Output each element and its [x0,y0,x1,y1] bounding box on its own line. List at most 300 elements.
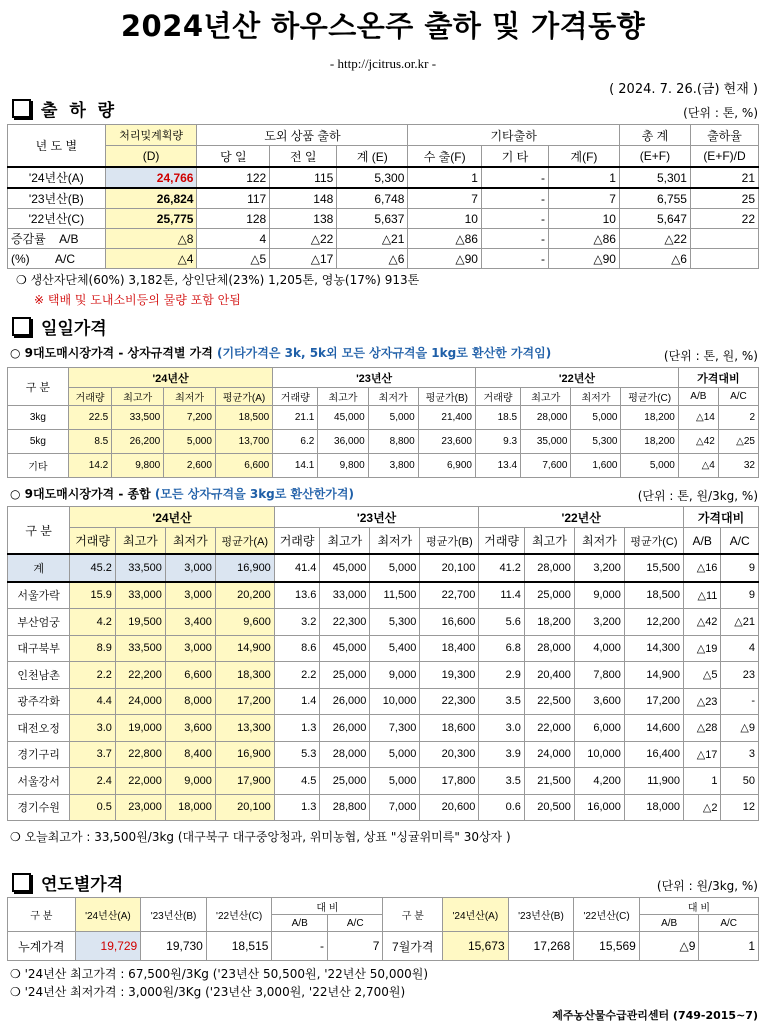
cell-avg: 13,700 [215,430,272,454]
cell-ratio: 25 [690,188,758,209]
header-other: 기타출하 [408,125,620,146]
cell-min: 5,400 [370,635,420,662]
header-plan: 처리및계획량 [105,125,197,146]
cell-max: 28,000 [320,741,370,768]
cell-today: 122 [197,167,270,188]
cell-min: 18,000 [165,794,215,821]
header-vol: 거래량 [274,528,320,555]
cell-avg: 14,900 [215,635,274,662]
cell-min: 3,000 [165,582,215,609]
cell-vol: 13.6 [274,582,320,609]
cell-vol: 3.2 [274,609,320,636]
cell-min: 3,600 [165,715,215,742]
cell-avg: 18,500 [215,406,272,430]
cell-avg: 5,000 [621,454,678,478]
cell-max: 9,800 [318,454,368,478]
cell-avg: 18,200 [621,430,678,454]
cell-max: 33,500 [112,406,164,430]
cell-total: 5,301 [619,167,690,188]
cell-avg: 17,900 [215,768,274,795]
cell-max: 19,000 [115,715,165,742]
row-label: 서울강서 [8,768,70,795]
cell-avg: 17,200 [215,688,274,715]
overall-price-table [7,506,759,821]
header-ab: A/B [678,388,718,406]
header-max: 최고가 [524,528,574,555]
row-label: 기타 [8,454,69,478]
cell-avg: 11,900 [624,768,683,795]
cell-avg: 17,200 [624,688,683,715]
header-ab: A/B [639,915,699,932]
header-y22: '22년산 [476,368,679,388]
header-ab: A/B [272,915,328,932]
header-y23: '23년산(B) [141,898,207,932]
table-row [8,188,759,209]
cell-max: 28,800 [320,794,370,821]
site-url[interactable]: - http://jcitrus.or.kr - [329,56,437,71]
cell-avg: 19,300 [420,662,479,689]
cell-min: 5,300 [571,430,621,454]
cell-min: 8,000 [165,688,215,715]
row-label: 3kg [8,406,69,430]
cell-max: 45,000 [320,635,370,662]
cell-sum-e: 6,748 [337,188,408,209]
cell-avg: 18,000 [624,794,683,821]
cell-min: 4,200 [574,768,624,795]
cell-ac: 4 [721,635,759,662]
cell-ac: 7 [327,932,383,961]
header-ac: A/C [327,915,383,932]
cell-vol: 3.0 [70,715,116,742]
cell-ratio [690,229,758,249]
cell-plan: △8 [105,229,197,249]
cell-avg: 14,300 [624,635,683,662]
cell-max: 20,500 [524,794,574,821]
cell-vol: 1.3 [274,794,320,821]
cell-min: 9,000 [574,582,624,609]
cell-vol: 9.3 [476,430,521,454]
cell-export: 10 [408,209,482,229]
cell-min: 5,000 [370,554,420,582]
cell-sum-e: △21 [337,229,408,249]
header-y24: '24년산(A) [443,898,509,932]
cell-avg: 20,100 [420,554,479,582]
shipment-warning: ※ 택배 및 도내소비등의 물량 포함 안됨 [34,293,241,307]
header-gubun: 구 분 [383,898,443,932]
cell-total: △6 [619,249,690,269]
cell-ab: △17 [684,741,721,768]
header-domestic: 도외 상품 출하 [197,125,408,146]
header-total-sub: (E+F) [619,146,690,168]
header-avg: 평균가(B) [418,388,475,406]
cell-sum-f: 10 [549,209,620,229]
cell-export: △86 [408,229,482,249]
cell-vol: 2.2 [274,662,320,689]
cell-avg: 17,800 [420,768,479,795]
cell-y23: 19,730 [141,932,207,961]
header-sum-f: 계(F) [549,146,620,168]
box-size-price-table [7,367,759,478]
cell-max: 33,000 [115,582,165,609]
today-high-note: ❍ 오늘최고가 : 33,500원/3kg (대구북구 대구중앙청과, 위미농협, 상표 "싱귤위미륵" 30상자 ) [10,830,511,844]
cell-max: 25,000 [320,768,370,795]
cell-vol: 8.9 [70,635,116,662]
cell-vol: 0.6 [479,794,525,821]
row-label: 누계가격 [8,932,76,961]
cell-min: 9,000 [370,662,420,689]
checkbox-square-icon [12,873,31,892]
cell-ab: △2 [684,794,721,821]
cell-avg: 9,600 [215,609,274,636]
header-y23: '23년산(B) [508,898,574,932]
table-row [8,454,759,478]
cell-ab: △9 [639,932,699,961]
daily-sub2-label: ○ 9대도매시장가격 - 종합 [10,487,151,501]
cell-min: 3,000 [165,635,215,662]
row-label: 대전오정 [8,715,70,742]
cell-total: 5,647 [619,209,690,229]
header-vol: 거래량 [70,528,116,555]
header-min: 최저가 [165,528,215,555]
cell-sum-f: △86 [549,229,620,249]
cell-today: 117 [197,188,270,209]
header-ac: A/C [721,528,759,555]
cell-vol: 2.4 [70,768,116,795]
cell-min: 5,000 [370,768,420,795]
cell-vol: 6.8 [479,635,525,662]
cell-ab: △28 [684,715,721,742]
cell-vol: 8.5 [68,430,111,454]
yearly-unit: (단위 : 원/3kg, %) [656,879,758,893]
cell-avg: 22,300 [420,688,479,715]
cell-min: 3,200 [574,609,624,636]
cell-y22: 15,569 [574,932,640,961]
section-shipment-title: 출 하 량 [41,101,118,121]
cell-max: 25,000 [320,662,370,689]
cell-min: 3,600 [574,688,624,715]
row-label: 계 [8,554,70,582]
cell-y22: 18,515 [206,932,272,961]
section-shipment-heading [12,96,117,121]
row-label: '24년산(A) [8,167,106,188]
cell-export: 7 [408,188,482,209]
cell-max: 28,000 [524,554,574,582]
cell-avg: 14,600 [624,715,683,742]
cell-max: 36,000 [318,430,368,454]
cell-vol: 41.4 [274,554,320,582]
cell-avg: 20,300 [420,741,479,768]
yearly-price-table [7,897,759,961]
cell-total: 6,755 [619,188,690,209]
cell-max: 23,000 [115,794,165,821]
cell-y23: 17,268 [508,932,574,961]
cell-ab: △16 [684,554,721,582]
cell-vol: 8.6 [274,635,320,662]
cell-plan: 24,766 [105,167,197,188]
header-gubun: 구 분 [8,507,70,555]
cell-prev: 148 [270,188,337,209]
row-label: 부산엄궁 [8,609,70,636]
header-total: 총 계 [619,125,690,146]
cell-vol: 3.5 [479,768,525,795]
cell-max: 28,000 [524,635,574,662]
cell-avg: 16,900 [215,554,274,582]
cell-avg: 16,400 [624,741,683,768]
header-cmp: 대 비 [639,898,758,915]
cell-max: 26,200 [112,430,164,454]
section-yearly-heading [12,870,123,895]
cell-avg: 18,200 [621,406,678,430]
cell-min: 8,400 [165,741,215,768]
header-gubun: 구 분 [8,898,76,932]
cell-min: 16,000 [574,794,624,821]
cell-avg: 14,900 [624,662,683,689]
cell-max: 9,800 [112,454,164,478]
cell-ab: △42 [684,609,721,636]
table-row [8,662,759,689]
cell-ab: 1 [684,768,721,795]
daily-sub2 [10,485,354,502]
header-avg: 평균가(C) [624,528,683,555]
cell-sum-e: 5,637 [337,209,408,229]
cell-total: △22 [619,229,690,249]
cell-vol: 4.4 [70,688,116,715]
cell-avg: 13,300 [215,715,274,742]
cell-min: 2,600 [164,454,216,478]
daily-unit2: (단위 : 톤, 원/3kg, %) [637,489,758,503]
page-title: 2024년산 하우스온주 출하 및 가격동향 [120,9,646,43]
cell-avg: 15,500 [624,554,683,582]
cell-min: 3,200 [574,554,624,582]
cell-avg: 22,700 [420,582,479,609]
header-y24: '24년산 [68,368,272,388]
cell-ab: - [272,932,328,961]
cell-max: 22,500 [524,688,574,715]
header-y22: '22년산(C) [574,898,640,932]
cell-avg: 23,600 [418,430,475,454]
row-label: 경기구리 [8,741,70,768]
cell-ratio [690,249,758,269]
row-label: 대구북부 [8,635,70,662]
cell-ab: △4 [678,454,718,478]
header-avg: 평균가(B) [420,528,479,555]
cell-max: 20,400 [524,662,574,689]
cell-min: 3,800 [368,454,418,478]
cell-max: 45,000 [318,406,368,430]
cell-avg: 18,500 [624,582,683,609]
cell-etc: - [481,229,548,249]
cell-max: 7,600 [521,454,571,478]
checkbox-square-icon [12,317,31,336]
daily-unit1: (단위 : 톤, 원, %) [663,349,758,363]
report-date: ( 2024. 7. 26.(금) 현재 ) [609,82,758,97]
yearly-low-note: ❍ '24년산 최저가격 : 3,000원/3Kg ('23년산 3,000원, '22년산 2,700원) [10,985,406,999]
row-label: A/B [59,232,79,246]
cell-ac: 23 [721,662,759,689]
header-y24: '24년산 [70,507,275,528]
pct-label-cell [8,249,106,269]
cell-min: 7,800 [574,662,624,689]
cell-vol: 13.4 [476,454,521,478]
cell-sum-e: △6 [337,249,408,269]
header-plan-sub: (D) [105,146,197,168]
header-y22: '22년산 [479,507,684,528]
header-year: 년 도 별 [8,125,106,168]
cell-min: 5,000 [370,741,420,768]
cell-min: 11,500 [370,582,420,609]
header-avg: 평균가(C) [621,388,678,406]
cell-max: 22,200 [115,662,165,689]
cell-etc: - [481,167,548,188]
cell-min: 1,600 [571,454,621,478]
header-cmp: 대 비 [272,898,383,915]
header-cmp: 가격대비 [678,368,758,388]
header-avg: 평균가(A) [215,388,272,406]
cell-avg: 16,600 [420,609,479,636]
cell-min: 7,300 [370,715,420,742]
cell-etc: - [481,188,548,209]
cell-min: 5,000 [368,406,418,430]
cell-min: 3,400 [165,609,215,636]
table-row [8,635,759,662]
cell-prev: 115 [270,167,337,188]
cell-ac: △9 [721,715,759,742]
cell-vol: 4.5 [274,768,320,795]
header-vol: 거래량 [68,388,111,406]
row-label: '23년산(B) [8,188,106,209]
cell-ab: △19 [684,635,721,662]
cell-min: 4,000 [574,635,624,662]
header-ac: A/C [699,915,759,932]
cell-ac: 9 [721,582,759,609]
cell-ratio: 22 [690,209,758,229]
table-row [8,554,759,582]
cell-min: 5,000 [571,406,621,430]
cell-min: 5,000 [164,430,216,454]
cell-max: 26,000 [320,715,370,742]
cell-avg: 6,600 [215,454,272,478]
cell-vol: 5.3 [274,741,320,768]
cell-vol: 3.5 [479,688,525,715]
cell-avg: 18,600 [420,715,479,742]
cell-max: 22,300 [320,609,370,636]
cell-max: 28,000 [521,406,571,430]
row-label: 경기수원 [8,794,70,821]
cell-plan: △4 [105,249,197,269]
cell-avg: 18,400 [420,635,479,662]
header-today: 당 일 [197,146,270,168]
header-max: 최고가 [115,528,165,555]
cell-etc: - [481,249,548,269]
cell-ratio: 21 [690,167,758,188]
header-min: 최저가 [571,388,621,406]
cell-ab: △11 [684,582,721,609]
cell-prev: △17 [270,249,337,269]
row-label: 5kg [8,430,69,454]
cell-vol: 2.2 [70,662,116,689]
cell-max: 18,200 [524,609,574,636]
row-label: 서울가락 [8,582,70,609]
header-max: 최고가 [320,528,370,555]
table-row [8,609,759,636]
cell-max: 25,000 [524,582,574,609]
cell-prev: 138 [270,209,337,229]
cell-ab: △14 [678,406,718,430]
cell-avg: 12,200 [624,609,683,636]
cell-vol: 41.2 [479,554,525,582]
cell-sum-f: 1 [549,167,620,188]
cell-ab: △42 [678,430,718,454]
header-max: 최고가 [521,388,571,406]
cell-sum-e: 5,300 [337,167,408,188]
cell-avg: 6,900 [418,454,475,478]
cell-max: 26,000 [320,688,370,715]
cell-ac: - [721,688,759,715]
cell-vol: 2.9 [479,662,525,689]
cell-ac: 50 [721,768,759,795]
cell-max: 24,000 [524,741,574,768]
cell-y24: 15,673 [443,932,509,961]
cell-max: 22,000 [524,715,574,742]
cell-min: 9,000 [165,768,215,795]
header-max: 최고가 [318,388,368,406]
row-label: 광주각화 [8,688,70,715]
cell-sum-f: 7 [549,188,620,209]
header-cmp: 가격대비 [684,507,759,528]
cell-ac: 1 [699,932,759,961]
header-export: 수 출(F) [408,146,482,168]
shipment-unit: (단위 : 톤, %) [683,106,758,120]
cell-ac: 32 [718,454,758,478]
cell-max: 35,000 [521,430,571,454]
cell-vol: 18.5 [476,406,521,430]
table-row [8,715,759,742]
cell-y24: 19,729 [75,932,141,961]
cell-vol: 11.4 [479,582,525,609]
header-avg: 평균가(A) [215,528,274,555]
header-y23: '23년산 [273,368,476,388]
cell-max: 33,500 [115,554,165,582]
cell-max: 21,500 [524,768,574,795]
table-row [8,406,759,430]
cell-ac: 12 [721,794,759,821]
section-daily-title: 일일가격 [41,319,107,339]
cell-min: 6,600 [165,662,215,689]
cell-max: 24,000 [115,688,165,715]
cell-vol: 1.4 [274,688,320,715]
cell-min: 7,000 [370,794,420,821]
cell-ab: △23 [684,688,721,715]
row-label: A/C [55,251,76,266]
cell-min: 3,000 [165,554,215,582]
daily-sub1-label: ○ 9대도매시장가격 - 상자규격별 가격 [10,346,213,360]
cell-max: 19,500 [115,609,165,636]
section-daily-heading [12,314,107,339]
header-gubun: 구 분 [8,368,69,406]
cell-vol: 22.5 [68,406,111,430]
header-y24: '24년산(A) [75,898,141,932]
change-label: 증감률 [11,232,46,246]
cell-vol: 15.9 [70,582,116,609]
cell-vol: 14.2 [68,454,111,478]
cell-min: 5,300 [370,609,420,636]
cell-export: △90 [408,249,482,269]
row-label: 인천남촌 [8,662,70,689]
cell-vol: 4.2 [70,609,116,636]
cell-ac: 2 [718,406,758,430]
header-vol: 거래량 [476,388,521,406]
header-min: 최저가 [370,528,420,555]
